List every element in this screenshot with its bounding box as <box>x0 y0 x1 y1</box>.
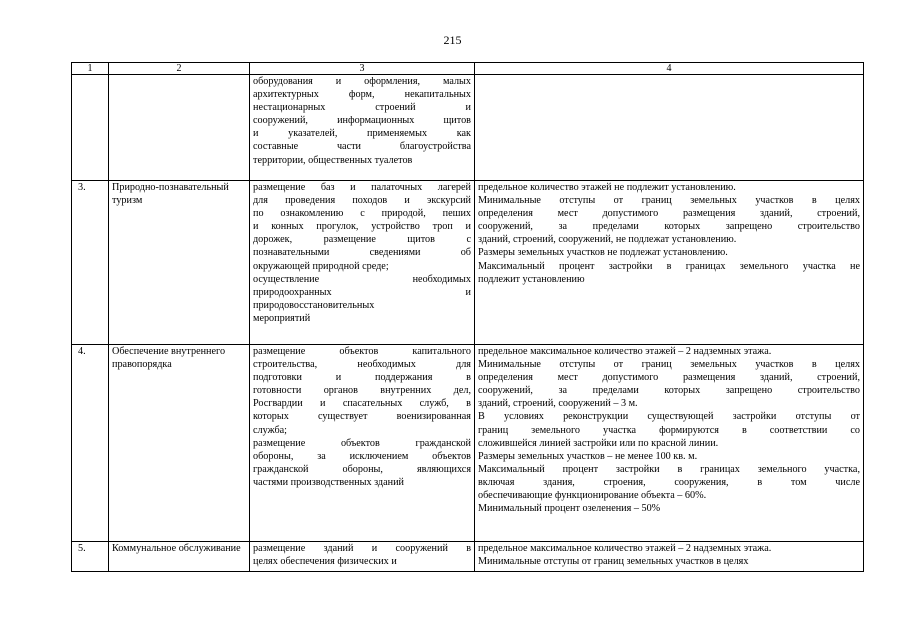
parameter-line: определения мест допустимого размещения зданий, строений, <box>478 208 860 220</box>
table-row <box>72 75 864 181</box>
zoning-table <box>71 62 864 572</box>
land-use-type: Коммунальное обслуживание <box>109 542 250 572</box>
parameter-line: сооружений, за пределами которых запрещено строительство <box>478 221 860 233</box>
description-line: гражданской обороны, являющихся <box>253 463 471 475</box>
parameter-line: предельное максимальное количество этажей – 2 надземных этажа. <box>478 346 772 357</box>
description-line: познавательными сведениями об <box>253 247 471 259</box>
description-line: Росгвардии и спасательных служб, в <box>253 398 471 410</box>
row-number: 4. <box>72 345 109 542</box>
construction-parameters <box>475 542 864 572</box>
description-line: служба; <box>253 424 288 436</box>
description-line: целях обеспечения физических и <box>253 556 397 568</box>
description-line: размещение объектов капитального <box>253 346 471 357</box>
parameter-line: сложившейся линией застройки или по красной линии. <box>478 437 719 449</box>
row-number: 5. <box>72 542 109 572</box>
parameter-line: подлежит установлению <box>478 273 585 285</box>
parameter-line: определения мест допустимого размещения зданий, строений, <box>478 372 860 384</box>
description-line: территории, общественных туалетов <box>253 154 413 166</box>
parameter-line: Размеры земельных участков не подлежат установлению. <box>478 247 728 259</box>
construction-parameters <box>475 75 864 181</box>
row-number: 3. <box>72 181 109 345</box>
land-use-description <box>250 542 475 572</box>
description-line: составные части благоустройства <box>253 141 471 153</box>
parameter-line: зданий, строений, сооружений – 3 м. <box>478 398 638 410</box>
description-line: по ознакомлению с природой, пеших <box>253 208 471 220</box>
description-line: и указателей, применяемых как <box>253 128 471 140</box>
description-line: оборудования и оформления, малых <box>253 76 471 87</box>
description-line: архитектурных форм, некапитальных <box>253 89 471 101</box>
column-number-3: 3 <box>250 63 475 75</box>
parameter-line: обеспечивающие функционирование объекта – 60%. <box>478 490 707 502</box>
column-number-4: 4 <box>475 63 864 75</box>
parameter-line: Минимальные отступы от границ земельных участков в целях <box>478 556 749 568</box>
table-row <box>72 345 864 542</box>
column-number-row <box>72 63 864 75</box>
construction-parameters <box>475 181 864 345</box>
description-line: строительства, необходимых для <box>253 359 471 371</box>
parameter-line: Минимальные отступы от границ земельных участков в целях <box>478 359 860 371</box>
description-line: готовности органов внутренних дел, <box>253 385 471 397</box>
description-line: окружающей природной среде; <box>253 260 389 272</box>
construction-parameters <box>475 345 864 542</box>
land-use-description <box>250 181 475 345</box>
table-row <box>72 181 864 345</box>
parameter-line: В условиях реконструкции существующей застройки отступы от <box>478 411 860 423</box>
parameter-line: включая здания, строения, сооружения, в том числе <box>478 476 860 488</box>
description-line: подготовки и поддержания в <box>253 372 471 384</box>
description-line: осуществление необходимых <box>253 273 471 285</box>
description-line: частями производственных зданий <box>253 476 404 488</box>
description-line: для проведения походов и экскурсий <box>253 195 471 207</box>
table-row <box>72 542 864 572</box>
land-use-description <box>250 345 475 542</box>
description-line: мероприятий <box>253 312 311 324</box>
column-number-2: 2 <box>109 63 250 75</box>
parameter-line: Максимальный процент застройки в границах земельного участка не <box>478 260 860 272</box>
parameter-line: Минимальный процент озеленения – 50% <box>478 503 661 515</box>
page-number: 215 <box>443 33 462 47</box>
parameter-line: предельное количество этажей не подлежит установлению. <box>478 182 736 193</box>
description-line: нестационарных строений и <box>253 102 471 114</box>
description-line: обороны, за исключением объектов <box>253 450 471 462</box>
parameter-line: Минимальные отступы от границ земельных участков в целях <box>478 195 860 207</box>
table-body <box>72 75 864 572</box>
land-use-type: Природно-познавательный туризм <box>109 181 250 345</box>
row-number <box>72 75 109 181</box>
description-line: сооружений, информационных щитов <box>253 115 471 127</box>
description-line: которых существует военизированная <box>253 411 471 423</box>
land-use-type <box>109 75 250 181</box>
parameter-line: Максимальный процент застройки в границах земельного участка, <box>478 463 860 475</box>
parameter-line: предельное максимальное количество этажей – 2 надземных этажа. <box>478 543 772 554</box>
description-line: дорожек, размещение щитов с <box>253 234 471 246</box>
parameter-line: Размеры земельных участков – не менее 100 кв. м. <box>478 450 698 462</box>
description-line: размещение баз и палаточных лагерей <box>253 182 471 193</box>
description-line: природоохранных и <box>253 286 471 298</box>
description-line: природовосстановительных <box>253 299 375 311</box>
land-use-description <box>250 75 475 181</box>
land-use-type: Обеспечение внутреннего правопорядка <box>109 345 250 542</box>
parameter-line: сооружений, за пределами которых запрещено строительство <box>478 385 860 397</box>
description-line: размещение зданий и сооружений в <box>253 543 471 554</box>
parameter-line: границ земельного участка формируются в соответствии со <box>478 424 860 436</box>
description-line: размещение объектов гражданской <box>253 437 471 449</box>
description-line: и конных прогулок, устройство троп и <box>253 221 471 233</box>
parameter-line: зданий, строений, сооружений, не подлежат установлению. <box>478 234 737 246</box>
column-number-1: 1 <box>72 63 109 75</box>
